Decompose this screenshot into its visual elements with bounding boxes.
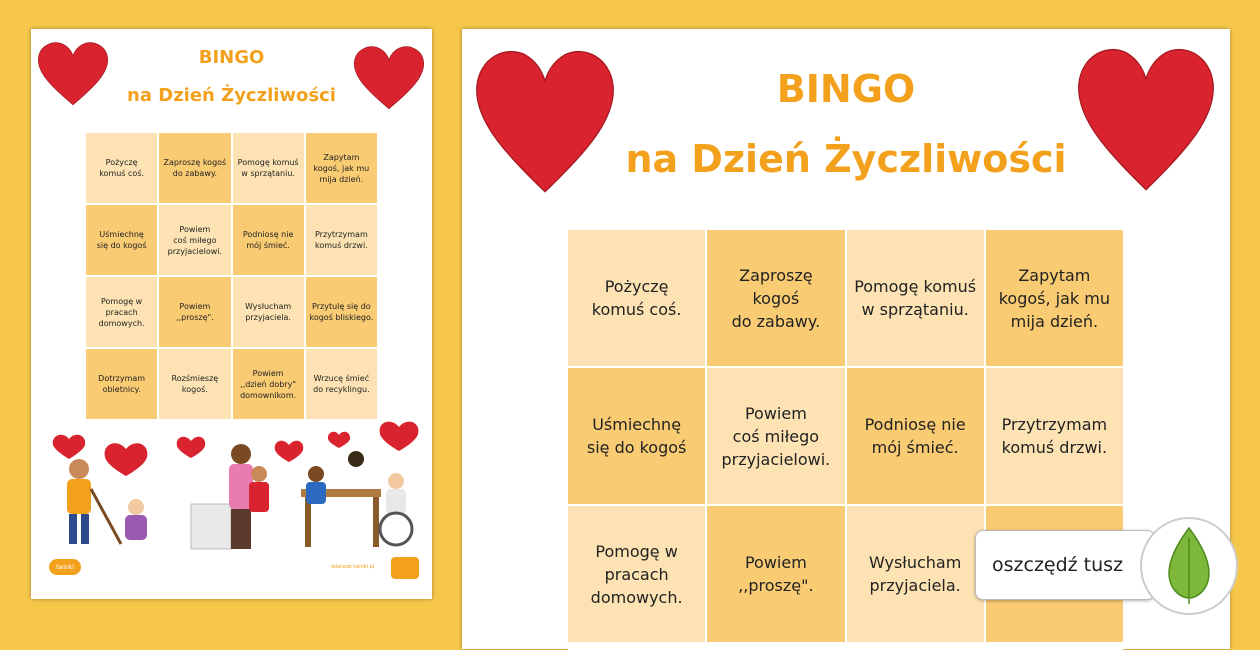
bingo-cell: Zaproszę kogoś do zabawy. xyxy=(707,230,844,366)
bingo-cell: Dotrzymam obietnicy. xyxy=(86,349,157,419)
bingo-cell: Pomogę komuś w sprzątaniu. xyxy=(847,230,984,366)
bingo-cell: Powiem coś miłego przyjacielowi. xyxy=(159,205,230,275)
bingo-grid-small xyxy=(86,133,377,419)
bingo-cell: Zapytam kogoś, jak mu mija dzień. xyxy=(306,133,377,203)
bingo-cell: Rozśmieszę kogoś. xyxy=(159,349,230,419)
bingo-cell: Przytulę się do kogoś bliskiego. xyxy=(306,277,377,347)
bingo-cell: Wrzucę śmieć do recyklingu. xyxy=(306,349,377,419)
bingo-cell: Podniosę nie mój śmieć. xyxy=(233,205,304,275)
footer-url: odwiedź twinkl.pl xyxy=(331,564,375,570)
twinkl-logo: twinkl xyxy=(49,559,81,575)
save-ink-button[interactable] xyxy=(975,530,1155,600)
bingo-cell: Powiem coś miłego przyjacielowi. xyxy=(707,368,844,504)
bingo-cell: Przytrzymam komuś drzwi. xyxy=(986,368,1123,504)
bingo-cell: Zapytam kogoś, jak mu mija dzień. xyxy=(986,230,1123,366)
title-line2: na Dzień Życzliwości xyxy=(127,85,336,106)
title-line2: na Dzień Życzliwości xyxy=(625,137,1067,181)
children-illustration xyxy=(41,419,421,559)
bingo-cell: Podniosę nie mój śmieć. xyxy=(847,368,984,504)
bingo-cell: Powiem ,,proszę". xyxy=(707,506,844,642)
bingo-cell: Zaproszę kogoś do zabawy. xyxy=(159,133,230,203)
twinkl-badge-icon xyxy=(391,557,419,579)
title-line1: BINGO xyxy=(198,47,265,68)
preview-sheet xyxy=(31,29,432,599)
bingo-cell: Uśmiechnę się do kogoś xyxy=(86,205,157,275)
title-line1: BINGO xyxy=(776,67,916,111)
bingo-cell: Wysłucham przyjaciela. xyxy=(847,506,984,642)
bingo-cell: Powiem ,,dzień dobry" domownikom. xyxy=(233,349,304,419)
bingo-cell: Powiem ,,proszę". xyxy=(159,277,230,347)
leaf-icon xyxy=(1164,526,1214,606)
bingo-cell: Pomogę komuś w sprzątaniu. xyxy=(233,133,304,203)
bingo-cell: Pomogę w pracach domowych. xyxy=(568,506,705,642)
bingo-cell: Pomogę w pracach domowych. xyxy=(86,277,157,347)
bingo-cell: Przytrzymam komuś drzwi. xyxy=(306,205,377,275)
bingo-cell: Pożyczę komuś coś. xyxy=(86,133,157,203)
save-ink-toggle[interactable] xyxy=(1140,517,1238,615)
bingo-cell: Wysłucham przyjaciela. xyxy=(233,277,304,347)
bingo-cell: Pożyczę komuś coś. xyxy=(568,230,705,366)
bingo-cell: Uśmiechnę się do kogoś xyxy=(568,368,705,504)
save-ink-label: oszczędź tusz xyxy=(992,554,1124,576)
